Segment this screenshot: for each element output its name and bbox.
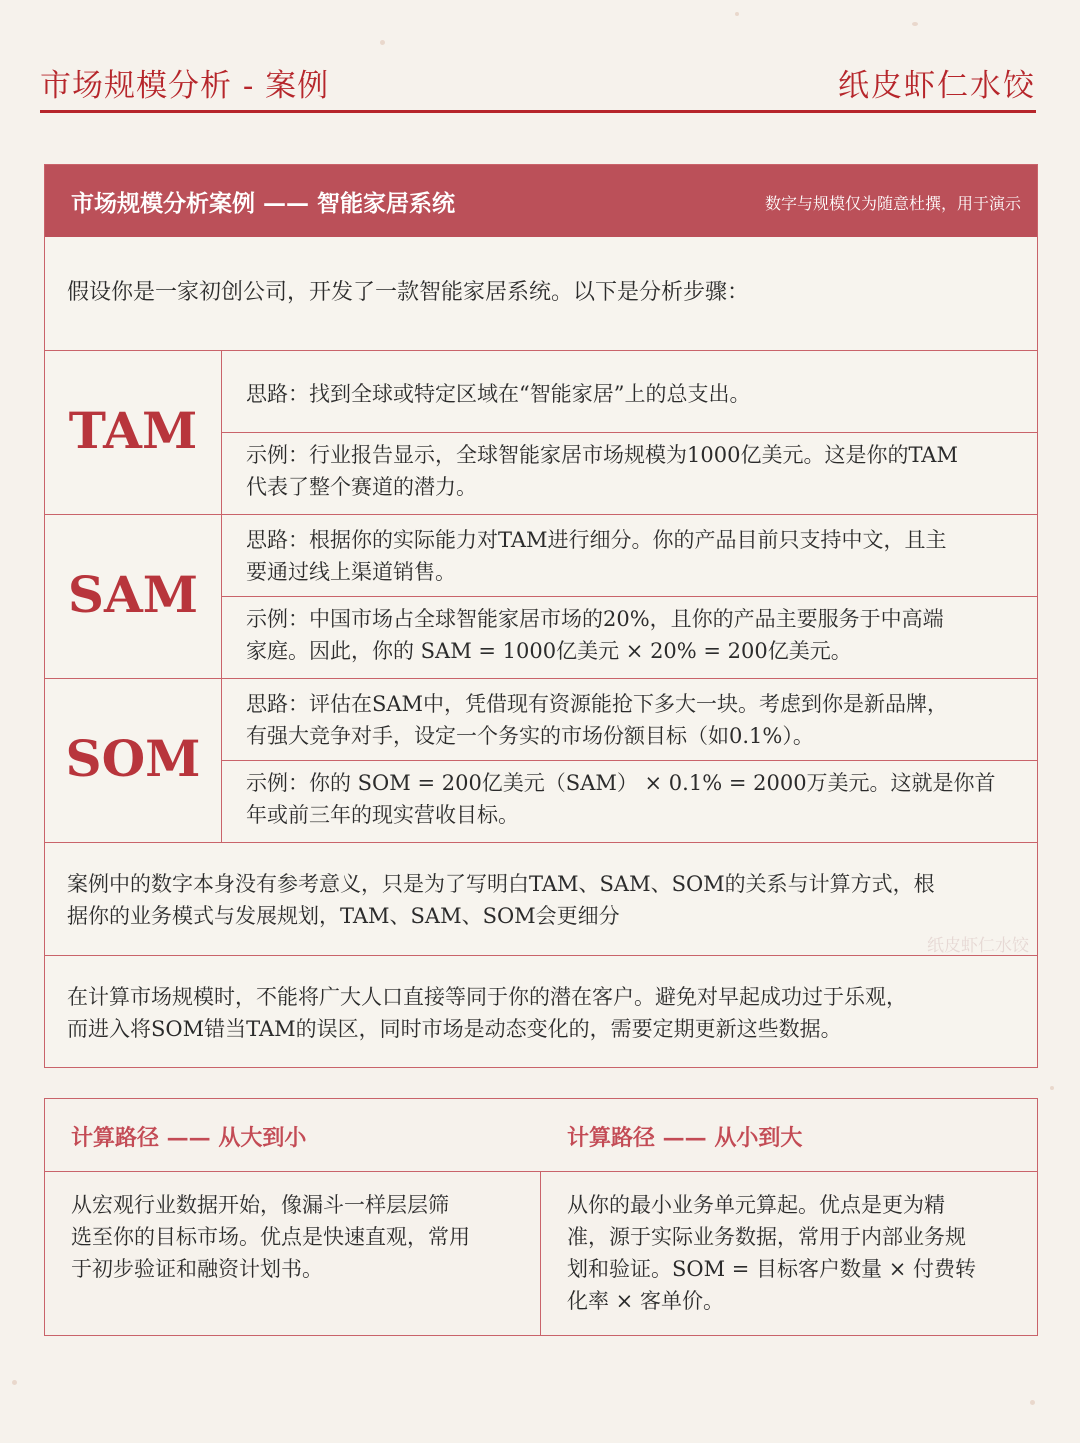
bottom-up-line: 划和验证。SOM = 目标客户数量 × 付费转 bbox=[567, 1257, 976, 1281]
row-divider bbox=[45, 1171, 1037, 1172]
note-line: 据你的业务模式与发展规划，TAM、SAM、SOM会更细分 bbox=[67, 904, 620, 928]
case-card-header bbox=[45, 165, 1037, 237]
note-line: 案例中的数字本身没有参考意义，只是为了写明白TAM、SAM、SOM的关系与计算方式，根 bbox=[67, 872, 935, 896]
case-card-disclaimer: 数字与规模仅为随意杜撰，用于演示 bbox=[764, 194, 1021, 213]
sub-row-divider bbox=[221, 760, 1037, 761]
sam-example-line: 示例：中国市场占全球智能家居市场的20%，且你的产品主要服务于中高端 bbox=[246, 607, 944, 631]
calculation-path-card bbox=[44, 1098, 1038, 1336]
sam-example-line: 家庭。因此，你的 SAM = 1000亿美元 × 20% = 200亿美元。 bbox=[246, 639, 852, 663]
top-down-line: 于初步验证和融资计划书。 bbox=[71, 1257, 323, 1281]
paper-fleck bbox=[1030, 1400, 1035, 1405]
sam-example bbox=[246, 603, 1026, 667]
row-divider bbox=[45, 955, 1037, 956]
bottom-up-title: 计算路径 —— 从小到大 bbox=[567, 1125, 803, 1151]
case-intro: 假设你是一家初创公司，开发了一款智能家居系统。以下是分析步骤： bbox=[67, 280, 750, 305]
som-idea-line: 思路：评估在SAM中，凭借现有资源能抢下多大一块。考虑到你是新品牌， bbox=[246, 692, 949, 716]
tam-example-line: 示例：行业报告显示，全球智能家居市场规模为1000亿美元。这是你的TAM bbox=[246, 443, 958, 467]
top-down-line: 选至你的目标市场。优点是快速直观，常用 bbox=[71, 1225, 470, 1249]
page-title: 市场规模分析 - 案例 bbox=[40, 68, 330, 104]
paper-fleck bbox=[912, 22, 918, 26]
sam-idea-line: 思路：根据你的实际能力对TAM进行细分。你的产品目前只支持中文，且主 bbox=[246, 528, 947, 552]
top-down-title: 计算路径 —— 从大到小 bbox=[71, 1125, 307, 1151]
watermark: 纸皮虾仁水饺 bbox=[927, 936, 1029, 956]
tam-idea bbox=[246, 378, 1026, 410]
row-divider bbox=[45, 678, 1037, 679]
paper-fleck bbox=[735, 12, 739, 16]
som-example-line: 年或前三年的现实营收目标。 bbox=[246, 803, 519, 827]
sam-idea-line: 要通过线上渠道销售。 bbox=[246, 560, 456, 584]
top-down-text bbox=[71, 1189, 511, 1285]
case-card bbox=[44, 164, 1038, 1068]
som-example-line: 示例：你的 SOM = 200亿美元（SAM） × 0.1% = 2000万美元。这就是你首 bbox=[246, 771, 996, 795]
tam-idea-line: 思路：找到全球或特定区域在“智能家居”上的总支出。 bbox=[246, 382, 751, 406]
sam-label: SAM bbox=[67, 565, 199, 624]
note-line: 在计算市场规模时，不能将广大人口直接等同于你的潜在客户。避免对早起成功过于乐观， bbox=[67, 985, 907, 1009]
paper-fleck bbox=[380, 40, 385, 45]
som-example bbox=[246, 767, 1026, 831]
note-line: 而进入将SOM错当TAM的误区，同时市场是动态变化的，需要定期更新这些数据。 bbox=[67, 1017, 842, 1041]
tam-example bbox=[246, 439, 1026, 503]
bottom-up-line: 准，源于实际业务数据，常用于内部业务规 bbox=[567, 1225, 966, 1249]
bottom-up-line: 从你的最小业务单元算起。优点是更为精 bbox=[567, 1193, 945, 1217]
row-divider bbox=[45, 514, 1037, 515]
note-disclaimer bbox=[67, 868, 1027, 932]
row-divider bbox=[45, 842, 1037, 843]
top-down-line: 从宏观行业数据开始，像漏斗一样层层筛 bbox=[71, 1193, 449, 1217]
som-label: SOM bbox=[65, 729, 201, 788]
sub-row-divider bbox=[221, 432, 1037, 433]
som-idea-line: 有强大竞争对手，设定一个务实的市场份额目标（如0.1%）。 bbox=[246, 724, 814, 748]
bottom-up-line: 化率 × 客单价。 bbox=[567, 1289, 724, 1313]
note-warning bbox=[67, 981, 1027, 1045]
page-header bbox=[40, 58, 1036, 113]
sub-row-divider bbox=[221, 596, 1037, 597]
brand-name: 纸皮虾仁水饺 bbox=[838, 68, 1036, 104]
paper-fleck bbox=[12, 1380, 17, 1385]
paper-fleck bbox=[1050, 1086, 1054, 1090]
tam-label: TAM bbox=[68, 401, 198, 460]
case-card-title: 市场规模分析案例 —— 智能家居系统 bbox=[71, 190, 456, 217]
som-idea bbox=[246, 688, 1026, 752]
bottom-up-text bbox=[567, 1189, 1007, 1317]
sam-idea bbox=[246, 524, 1026, 588]
row-divider bbox=[45, 350, 1037, 351]
column-divider bbox=[540, 1171, 541, 1335]
tam-example-line: 代表了整个赛道的潜力。 bbox=[246, 475, 477, 499]
